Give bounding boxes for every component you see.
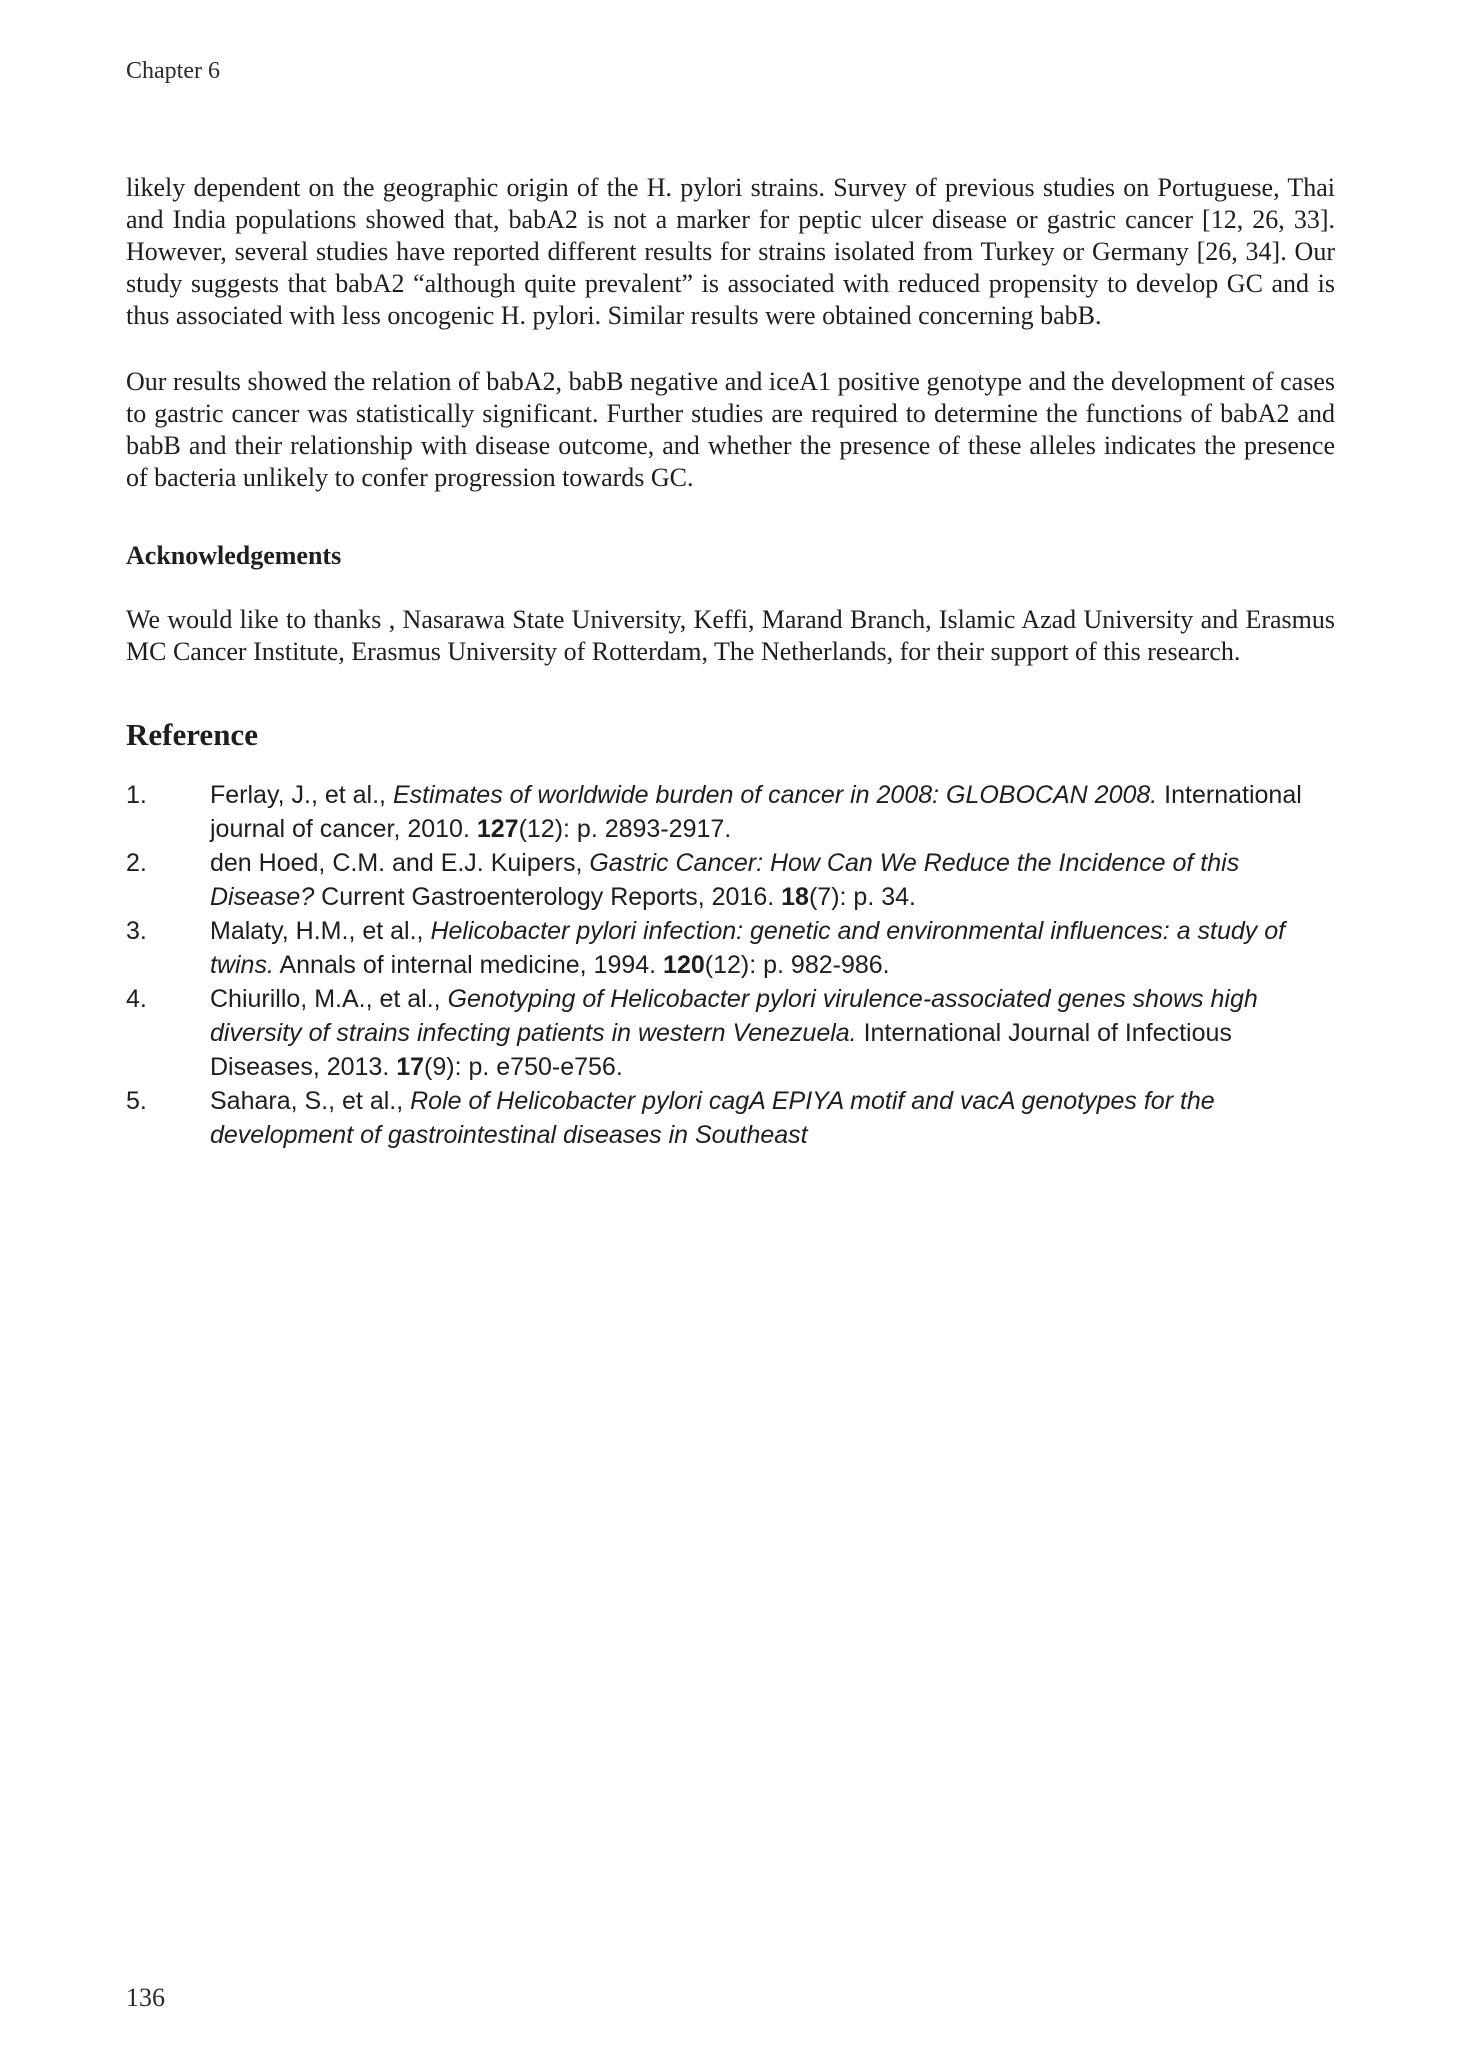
body-paragraph-2: Our results showed the relation of babA2, babB negative and iceA1 positive genotype and the development of cases to gastric cancer was statistically significant. Further studies are required to determine the functions of babA2 and babB and their relationship with disease outcome, and whether the presence of these alleles indicates the presence of bacteria unlikely to confer progression towards GC. — [126, 367, 1335, 492]
reference-item-text: Ferlay, J., et al., Estimates of worldwide burden of cancer in 2008: GLOBOCAN 2008. International journal of cancer, 2010. 127(12): p. 2893-2917. — [210, 781, 1302, 843]
chapter-header: Chapter 6 — [126, 58, 220, 84]
reference-item — [126, 1084, 1335, 1152]
reference-list — [126, 778, 1335, 1152]
body-paragraph-1: likely dependent on the geographic origin of the H. pylori strains. Survey of previous studies on Portuguese, Thai and India populations showed that, babA2 is not a marker for peptic ulcer disease or gastric cancer [12, 26, 33]. However, several studies have reported different results for strains isolated from Turkey or Germany [26, 34]. Our study suggests that babA2 “although quite prevalent” is associated with reduced propensity to develop GC and is thus associated with less oncogenic H. pylori. Similar results were obtained concerning babB. — [126, 173, 1335, 330]
reference-item-text: den Hoed, C.M. and E.J. Kuipers, Gastric Cancer: How Can We Reduce the Incidence of this Disease? Current Gastroenterology Reports, 2016. 18(7): p. 34. — [210, 849, 1240, 911]
reference-item-text: Malaty, H.M., et al., Helicobacter pylori infection: genetic and environmental influences: a study of twins. Annals of internal medicine, 1994. 120(12): p. 982-986. — [210, 917, 1286, 979]
reference-item — [126, 914, 1335, 982]
reference-item-number: 4. — [126, 985, 147, 1013]
reference-item-number: 1. — [126, 781, 147, 809]
reference-item-text: Chiurillo, M.A., et al., Genotyping of Helicobacter pylori virulence-associated genes shows high diversity of strains infecting patients in western Venezuela. International Journal of Infectious Diseases, 2013. 17(9): p. e750-e756. — [210, 985, 1258, 1081]
page-content — [126, 56, 1335, 1152]
reference-item — [126, 846, 1335, 914]
reference-item — [126, 778, 1335, 846]
acknowledgements-heading: Acknowledgements — [126, 541, 342, 570]
acknowledgements-paragraph: We would like to thanks , Nasarawa State University, Keffi, Marand Branch, Islamic Azad University and Erasmus MC Cancer Institute, Erasmus University of Rotterdam, The Netherlands, for their support of this research. — [126, 605, 1335, 666]
reference-item-number: 5. — [126, 1087, 147, 1115]
reference-heading: Reference — [126, 717, 258, 752]
page-number: 136 — [126, 1983, 165, 2012]
reference-item-number: 2. — [126, 849, 147, 877]
reference-item-number: 3. — [126, 917, 147, 945]
reference-item-text: Sahara, S., et al., Role of Helicobacter pylori cagA EPIYA motif and vacA genotypes for the development of gastrointestinal diseases in Southeast — [210, 1087, 1215, 1149]
reference-item — [126, 982, 1335, 1084]
